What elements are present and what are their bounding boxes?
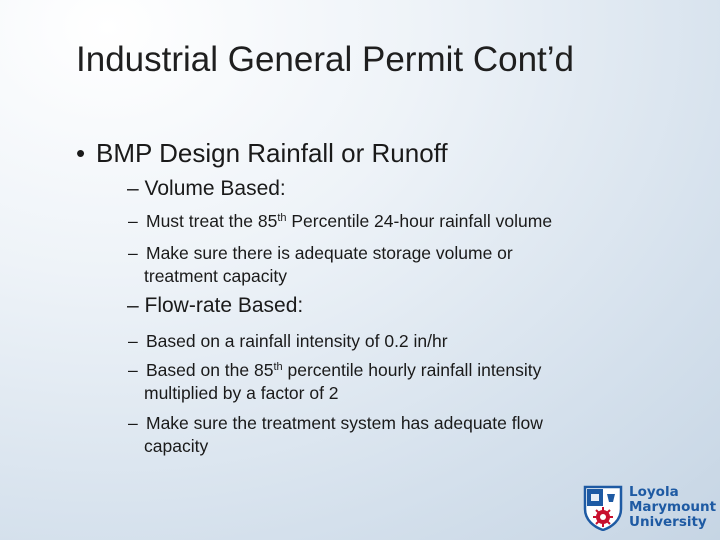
shield-crest-icon xyxy=(583,485,623,531)
university-logo xyxy=(583,484,717,534)
dash-glyph: – xyxy=(128,360,138,380)
volume-item-1-text-end: Percentile 24-hour rainfall volume xyxy=(286,211,553,231)
bullet-glyph: • xyxy=(76,138,86,168)
flow-item-3-continuation: capacity xyxy=(144,436,209,456)
logo-line-3: University xyxy=(629,514,707,530)
section-heading-volume: – Volume Based: xyxy=(127,177,286,200)
flow-item-2-text-end: percentile hourly rainfall intensity xyxy=(282,360,542,380)
flow-item-3-text: Make sure the treatment system has adequate flow xyxy=(146,413,543,433)
volume-item-1-text: Must treat the 85 xyxy=(146,211,278,231)
main-point-text: BMP Design Rainfall or Runoff xyxy=(96,138,448,168)
dash-glyph: – xyxy=(128,243,138,263)
volume-item-2 xyxy=(128,242,668,288)
flow-item-2-text: Based on the 85 xyxy=(146,360,274,380)
volume-item-2-continuation: treatment capacity xyxy=(144,266,287,286)
main-bullet-point xyxy=(76,136,448,170)
slide-title: Industrial General Permit Cont’d xyxy=(76,40,574,79)
volume-item-1 xyxy=(128,210,668,233)
flow-item-2-continuation: multiplied by a factor of 2 xyxy=(144,383,339,403)
section-heading-flow-rate: – Flow-rate Based: xyxy=(127,294,304,317)
dash-glyph: – xyxy=(128,331,138,351)
dash-glyph: – xyxy=(128,413,138,433)
flow-item-1-text: Based on a rainfall intensity of 0.2 in/hr xyxy=(146,331,448,351)
dash-glyph: – xyxy=(128,211,138,231)
volume-item-2-text: Make sure there is adequate storage volume or xyxy=(146,243,513,263)
logo-wordmark xyxy=(629,485,716,530)
flow-item-2 xyxy=(128,359,668,405)
flow-item-3 xyxy=(128,412,668,458)
superscript-th: th xyxy=(277,212,287,224)
logo-line-1: Loyola xyxy=(629,484,679,500)
logo-line-2: Marymount xyxy=(629,499,717,515)
flow-item-1 xyxy=(128,330,668,353)
superscript-th: th xyxy=(273,361,283,373)
